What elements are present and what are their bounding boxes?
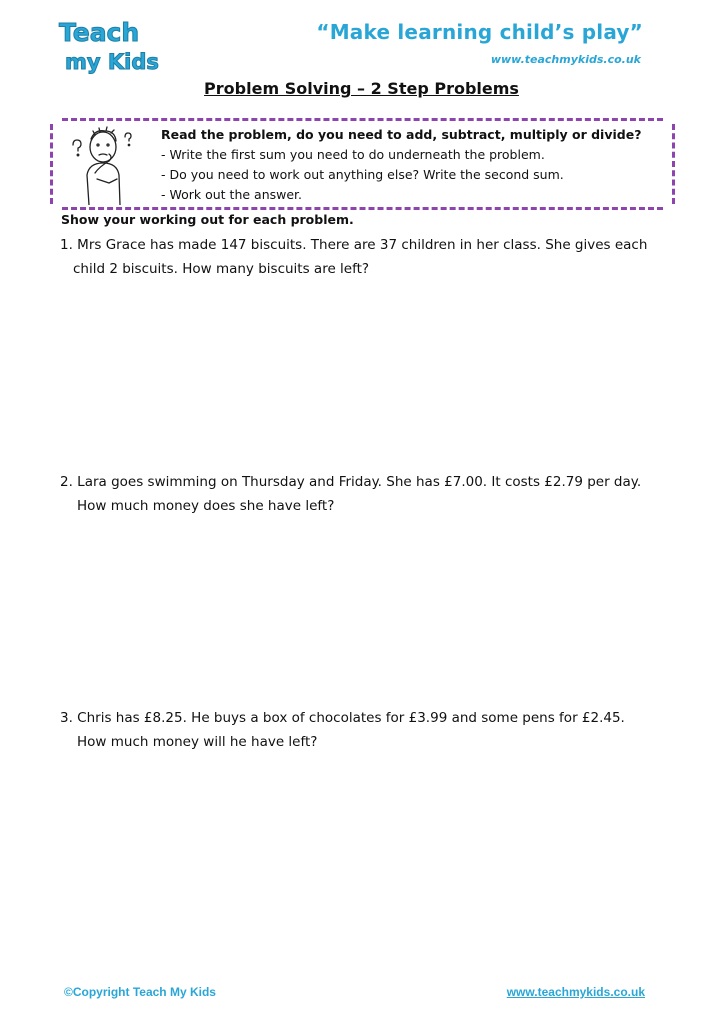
teach-my-kids-logo (55, 14, 165, 76)
dashed-border-right (672, 124, 675, 204)
footer-copyright: ©Copyright Teach My Kids (64, 985, 216, 999)
page-title: Problem Solving – 2 Step Problems (204, 79, 519, 98)
instruction-step: - Work out the answer. (161, 187, 303, 202)
problem-2 (60, 470, 680, 518)
instruction-step: - Write the first sum you need to do underneath the problem. (161, 147, 545, 162)
dashed-border-top (62, 118, 663, 121)
problem-3 (60, 706, 680, 754)
logo-text-teach: Teach (59, 18, 140, 47)
problem-text: 3. Chris has £8.25. He buys a box of chocolates for £3.99 and some pens for £2.45. (60, 710, 625, 726)
instruction-step: - Do you need to work out anything else? Write the second sum. (161, 167, 564, 182)
dashed-border-bottom (62, 207, 663, 210)
dashed-border-left (50, 124, 53, 204)
problem-1 (60, 233, 680, 281)
footer-website-link[interactable]: www.teachmykids.co.uk (506, 985, 645, 999)
problem-text: 1. Mrs Grace has made 147 biscuits. There are 37 children in her class. She gives each (60, 237, 648, 253)
instructions-text (161, 125, 671, 205)
thinking-boy-icon (65, 123, 140, 205)
show-working-heading: Show your working out for each problem. (61, 212, 354, 227)
slogan: “Make learning child’s play” (316, 20, 643, 44)
problem-text: child 2 biscuits. How many biscuits are left? (73, 261, 370, 277)
instructions-box (50, 118, 675, 210)
problem-text: 2. Lara goes swimming on Thursday and Friday. She has £7.00. It costs £2.79 per day. (60, 474, 642, 490)
logo-text-mykids: my Kids (65, 50, 159, 74)
problem-text: How much money will he have left? (77, 734, 318, 750)
header-website-link[interactable]: www.teachmykids.co.uk (490, 53, 641, 66)
problem-text: How much money does she have left? (77, 498, 335, 514)
instructions-heading: Read the problem, do you need to add, subtract, multiply or divide? (161, 127, 642, 142)
